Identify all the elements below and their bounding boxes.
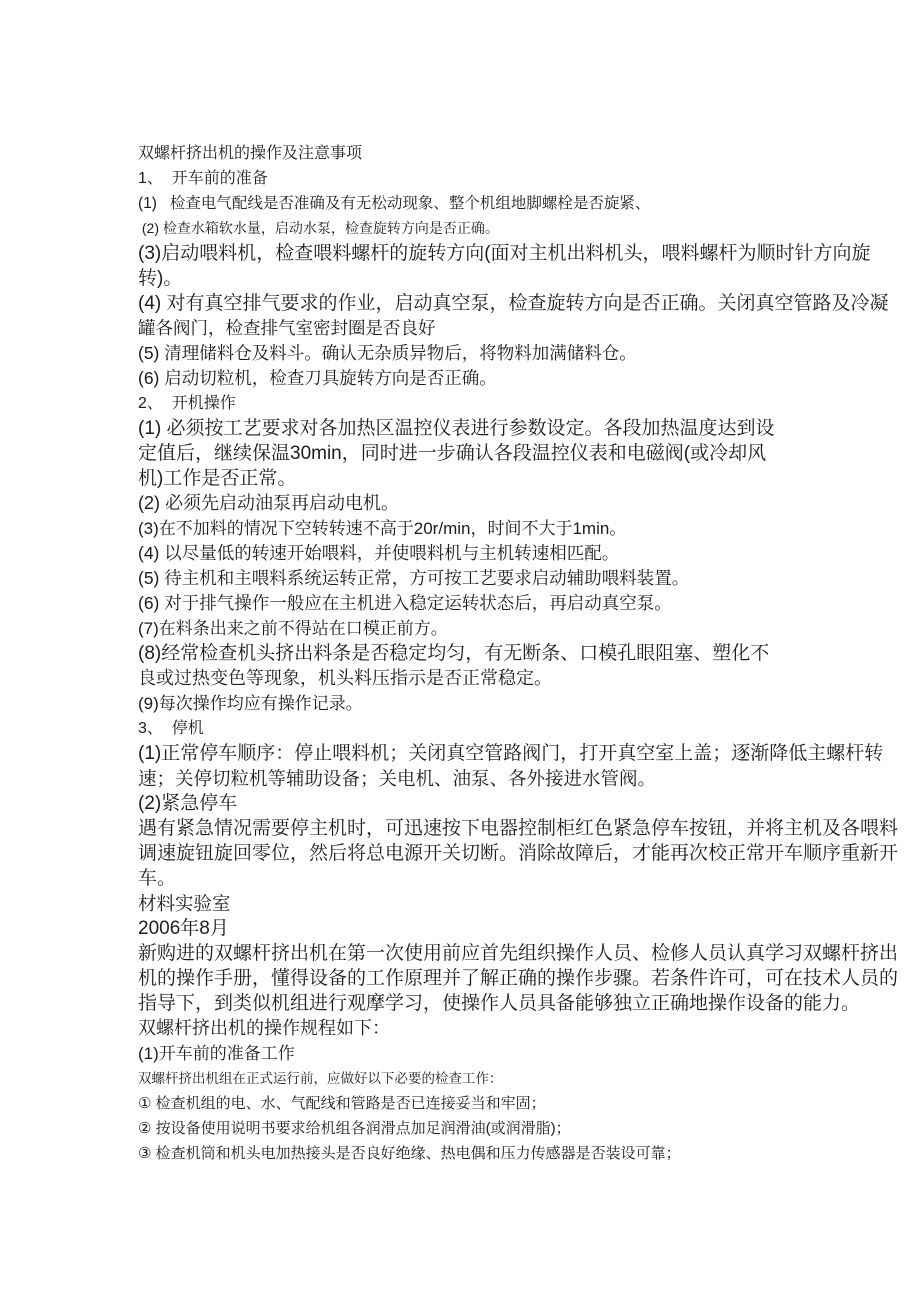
doc-line: 新购进的双螺杆挤出机在第一次使用前应首先组织操作人员、检修人员认真学习双螺杆挤出 bbox=[138, 943, 899, 964]
doc-line: 2006年8月 bbox=[138, 918, 229, 939]
doc-line: (8)经常检查机头挤出料条是否稳定均匀，有无断条、口模孔眼阻塞、塑化不 bbox=[138, 643, 770, 664]
doc-line: 指导下，到类似机组进行观摩学习，使操作人员具备能够独立正确地操作设备的能力。 bbox=[138, 993, 861, 1014]
doc-line: ① 检查机组的电、水、气配线和管路是否已连接妥当和牢固； bbox=[138, 1095, 546, 1112]
doc-line: (1)开车前的准备工作 bbox=[138, 1044, 295, 1063]
document-body bbox=[138, 141, 900, 1166]
doc-line: (1) 必须按工艺要求对各加热区温控仪表进行参数设定。各段加热温度达到设 bbox=[138, 418, 775, 439]
doc-line: (9)每次操作均应有操作记录。 bbox=[138, 694, 363, 713]
doc-line: 调速旋钮旋回零位，然后将总电源开关切断。消除故障后，才能再次校正常开车顺序重新开 bbox=[138, 843, 899, 864]
doc-line: 1、 开车前的准备 bbox=[138, 170, 268, 187]
doc-line: (1) 检查电气配线是否准确及有无松动现象、整个机组地脚螺栓是否旋紧、 bbox=[138, 195, 651, 212]
doc-line: ② 按设备使用说明书要求给机组各润滑点加足润滑油(或润滑脂)； bbox=[138, 1120, 571, 1137]
doc-line: (3)启动喂料机，检查喂料螺杆的旋转方向(面对主机出料机头，喂料螺杆为顺时针方向旋 bbox=[138, 243, 871, 264]
doc-line: 车。 bbox=[138, 868, 177, 889]
doc-line: 机)工作是否正常。 bbox=[138, 468, 297, 489]
doc-line: 2、 开机操作 bbox=[138, 395, 236, 412]
doc-line: 速；关停切粒机等辅助设备；关电机、油泵、各外接进水管阀。 bbox=[138, 768, 657, 789]
doc-line: (2)紧急停车 bbox=[138, 793, 238, 814]
doc-line: 良或过热变色等现象，机头料压指示是否正常稳定。 bbox=[138, 668, 552, 688]
doc-line: 罐各阀门，检查排气室密封圈是否良好 bbox=[138, 318, 436, 338]
doc-line: (5) 清理储料仓及料斗。确认无杂质异物后，将物料加满储料仓。 bbox=[138, 343, 637, 363]
doc-line: 3、 停机 bbox=[138, 720, 204, 737]
doc-line: (6) 对于排气操作一般应在主机进入稳定运转状态后，再启动真空泵。 bbox=[138, 593, 672, 613]
doc-line: 材料实验室 bbox=[138, 893, 231, 914]
doc-line: (4) 以尽量低的转速开始喂料，并使喂料机与主机转速相匹配。 bbox=[138, 543, 620, 563]
document-title: 双螺杆挤出机的操作及注意事项 bbox=[138, 145, 363, 162]
doc-line: (1)正常停车顺序：停止喂料机；关闭真空管路阀门，打开真空室上盖；逐渐降低主螺杆转 bbox=[138, 743, 884, 764]
doc-line: (4) 对有真空排气要求的作业，启动真空泵，检查旋转方向是否正确。关闭真空管路及冷凝 bbox=[138, 293, 889, 314]
doc-line: 转)。 bbox=[138, 268, 183, 289]
doc-line: 定值后，继续保温30min，同时进一步确认各段温控仪表和电磁阀(或冷却风 bbox=[138, 443, 767, 464]
doc-line: ③ 检查机筒和机头电加热接头是否良好绝缘、热电偶和压力传感器是否装设可靠； bbox=[138, 1145, 681, 1162]
doc-line: 机的操作手册，懂得设备的工作原理并了解正确的操作步骤。若条件许可，可在技术人员的 bbox=[138, 968, 899, 989]
doc-line: (2) 必须先启动油泵再启动电机。 bbox=[138, 493, 399, 513]
doc-line: (7)在料条出来之前不得站在口模正前方。 bbox=[138, 619, 448, 638]
doc-line: (2) 检查水箱软水量，启动水泵，检查旋转方向是否正确。 bbox=[138, 220, 499, 236]
doc-line: 双螺杆挤出机组在正式运行前，应做好以下必要的检查工作： bbox=[138, 1071, 503, 1086]
doc-line: 遇有紧急情况需要停主机时，可迅速按下电器控制柜红色紧急停车按钮，并将主机及各喂料 bbox=[138, 818, 899, 839]
doc-line: 双螺杆挤出机的操作规程如下： bbox=[138, 1018, 390, 1038]
doc-line: (6) 启动切粒机，检查刀具旋转方向是否正确。 bbox=[138, 368, 497, 388]
doc-line: (3)在不加料的情况下空转转速不高于20r/min，时间不大于1min。 bbox=[138, 519, 627, 538]
doc-line: (5) 待主机和主喂料系统运转正常，方可按工艺要求启动辅助喂料装置。 bbox=[138, 568, 690, 588]
